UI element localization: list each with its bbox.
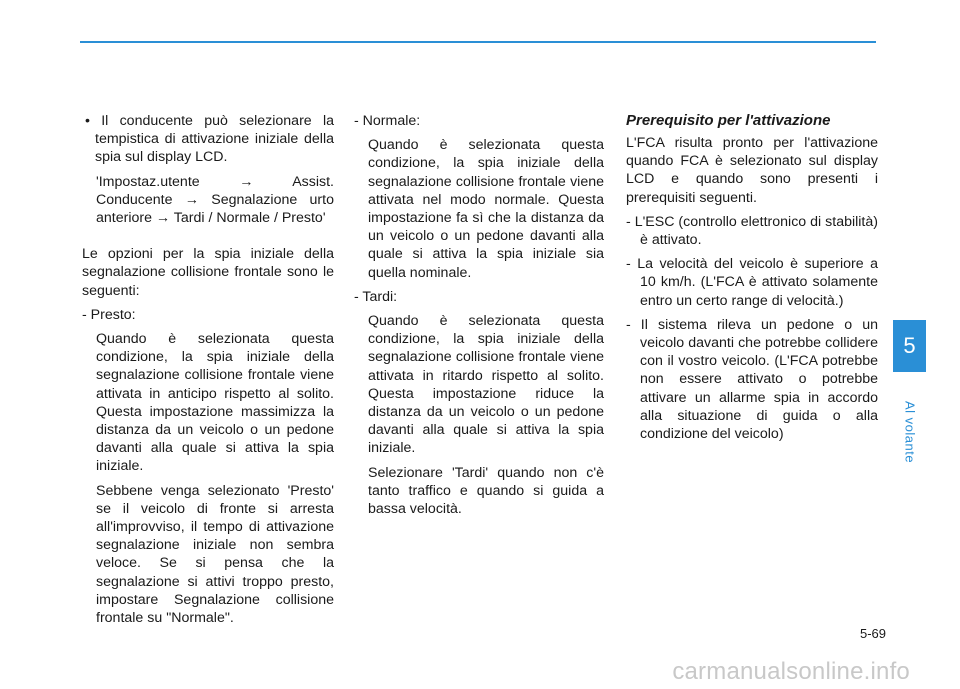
tardi-description: Quando è selezionata questa condizione, la spia iniziale della segnalazione collisione frontale viene attivata in ritardo rispetto al solito. Questa impostazione riduce la distanza da un veicolo o un pedone davanti alla quale si attiva la spia iniziale. — [368, 313, 604, 457]
chapter-tab: 5 — [893, 320, 926, 372]
chapter-label: Al volante — [902, 400, 918, 464]
header-rule — [80, 41, 876, 43]
prerequisites-intro: L'FCA risulta pronto per l'attivazione quando FCA è selezionato sul display LCD e quando sono presenti i prerequisiti seguenti. — [626, 135, 878, 206]
presto-label: - Presto: — [82, 306, 136, 323]
bullet-text: Il conducente può selezionare la tempistica di attivazione iniziale della spia sul display LCD. — [95, 113, 334, 166]
prerequisite-item: - L'ESC (controllo elettronico di stabilità) è attivato. — [626, 213, 878, 249]
presto-description: Quando è selezionata questa condizione, la spia iniziale della segnalazione collisione frontale viene attivata in anticipo rispetto al solito. Questa impostazione massimizza la distanza da un veicolo o un pedone davanti alla quale si attiva la spia iniziale. — [96, 331, 334, 475]
normale-label: - Normale: — [354, 113, 421, 129]
prerequisite-item: - Il sistema rileva un pedone o un veicolo davanti che potrebbe collidere con il vostro veicolo. (L'FCA potrebbe non essere attivato o potrebbe attivare un allarme spia in accordo alla situazione di guida o alla condizione del veicolo) — [626, 316, 878, 443]
column-3 — [626, 112, 878, 443]
bullet-item: • Il conducente può selezionare la tempistica di attivazione iniziale della spia sul display LCD. — [85, 113, 334, 166]
column-2 — [354, 112, 604, 518]
page-number: 5-69 — [859, 626, 886, 641]
watermark: carmanualsonline.info — [672, 658, 910, 685]
column-1 — [82, 112, 334, 627]
tardi-label: - Tardi: — [354, 288, 398, 305]
normale-description: Quando è selezionata questa condizione, la spia iniziale della segnalazione collisione frontale viene attivata nel modo normale. Questa impostazione fa sì che la distanza da un veicolo o un pedone davanti alla quale si attiva la spia iniziale sia quella nominale. — [368, 137, 604, 281]
tardi-note: Selezionare 'Tardi' quando non c'è tanto traffico e quando si guida a bassa velocità. — [368, 464, 604, 518]
presto-note: Sebbene venga selezionato 'Presto' se il veicolo di fronte si arresta all'improvviso, il tempo di attivazione segnalazione iniziale non sembra veloce. Se si pensa che la segnalazione si attivi troppo presto, impostare Segnalazione collisione frontale su "Normale". — [96, 482, 334, 627]
prerequisite-item: - La velocità del veicolo è superiore a 10 km/h. (L'FCA è attivato solamente entro un certo range di velocità.) — [626, 256, 878, 309]
menu-path: 'Impostaz.utente → Assist. Conducente → Segnalazione urto anteriore → Tardi / Normale / Presto' — [96, 173, 334, 227]
section-title: Prerequisito per l'attivazione — [626, 112, 831, 129]
options-intro: Le opzioni per la spia iniziale della segnalazione collisione frontale sono le seguenti: — [82, 246, 334, 299]
